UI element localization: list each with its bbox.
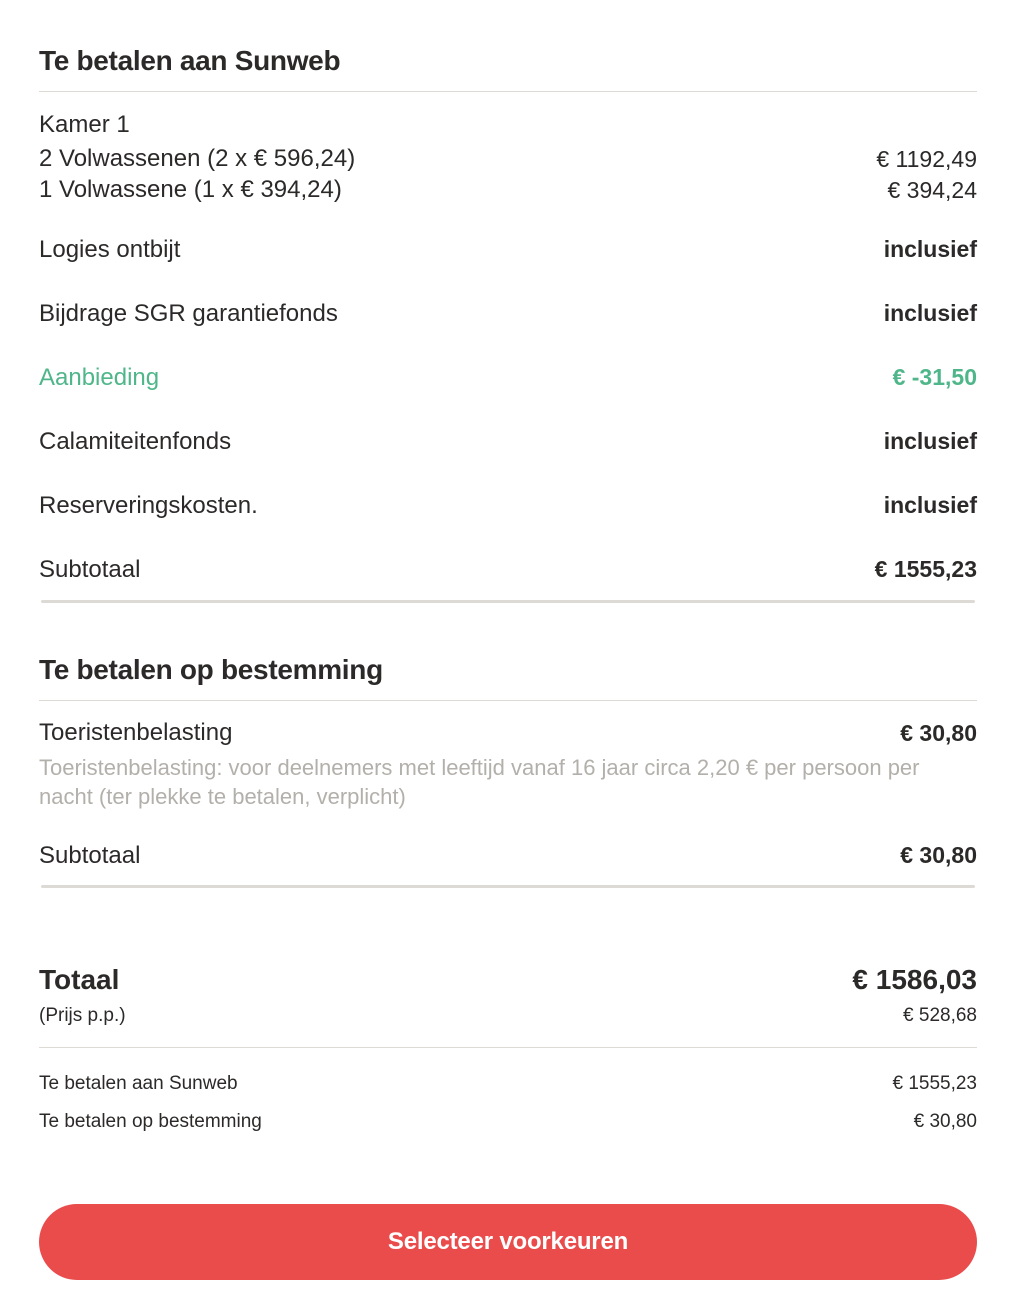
item-value-sgr: inclusief	[883, 300, 977, 326]
item-value-discount: € -31,50	[892, 364, 977, 390]
subtotal-label-destination: Subtotaal	[39, 842, 141, 869]
room-label: Kamer 1	[39, 111, 130, 138]
subtotal-label-sunweb: Subtotaal	[39, 556, 141, 583]
item-value-logies: inclusief	[883, 236, 977, 262]
divider	[39, 91, 977, 92]
tax-note: Toeristenbelasting: voor deelnemers met leeftijd vanaf 16 jaar circa 2,20 € per persoon per nacht (ter plekke te betalen, verplicht)	[39, 755, 920, 809]
price-pp-value: € 528,68	[903, 1005, 977, 1026]
summary-label-destination: Te betalen op bestemming	[39, 1111, 262, 1132]
summary-value-sunweb: € 1555,23	[892, 1073, 977, 1094]
item-label-booking-costs: Reserveringskosten.	[39, 492, 258, 519]
subtotal-value-sunweb: € 1555,23	[874, 556, 977, 582]
item-value-booking-costs: inclusief	[883, 492, 977, 518]
section-divider	[41, 885, 975, 888]
line-label-adults: 2 Volwassenen (2 x € 596,24)	[39, 145, 356, 172]
total-label: Totaal	[39, 964, 120, 995]
summary-value-destination: € 30,80	[913, 1111, 977, 1132]
section-divider	[41, 600, 975, 603]
line-value-adults: € 1192,49	[876, 146, 977, 172]
select-preferences-button[interactable]: Selecteer voorkeuren	[39, 1204, 977, 1280]
item-label-sgr: Bijdrage SGR garantiefonds	[39, 300, 338, 327]
price-pp-label: (Prijs p.p.)	[39, 1005, 126, 1026]
line-label-adult: 1 Volwassene (1 x € 394,24)	[39, 176, 342, 203]
item-label-logies: Logies ontbijt	[39, 236, 181, 263]
divider	[39, 1047, 977, 1048]
tax-value: € 30,80	[900, 720, 977, 746]
item-value-calamity: inclusief	[883, 428, 977, 454]
section-title-sunweb: Te betalen aan Sunweb	[39, 45, 341, 76]
divider	[39, 700, 977, 701]
section-title-destination: Te betalen op bestemming	[39, 654, 383, 685]
item-label-calamity: Calamiteitenfonds	[39, 428, 232, 455]
total-value: € 1586,03	[852, 964, 977, 995]
item-label-discount: Aanbieding	[39, 364, 160, 391]
tax-label: Toeristenbelasting	[39, 719, 233, 746]
summary-label-sunweb: Te betalen aan Sunweb	[39, 1073, 238, 1094]
subtotal-value-destination: € 30,80	[900, 842, 977, 868]
line-value-adult: € 394,24	[887, 177, 977, 203]
